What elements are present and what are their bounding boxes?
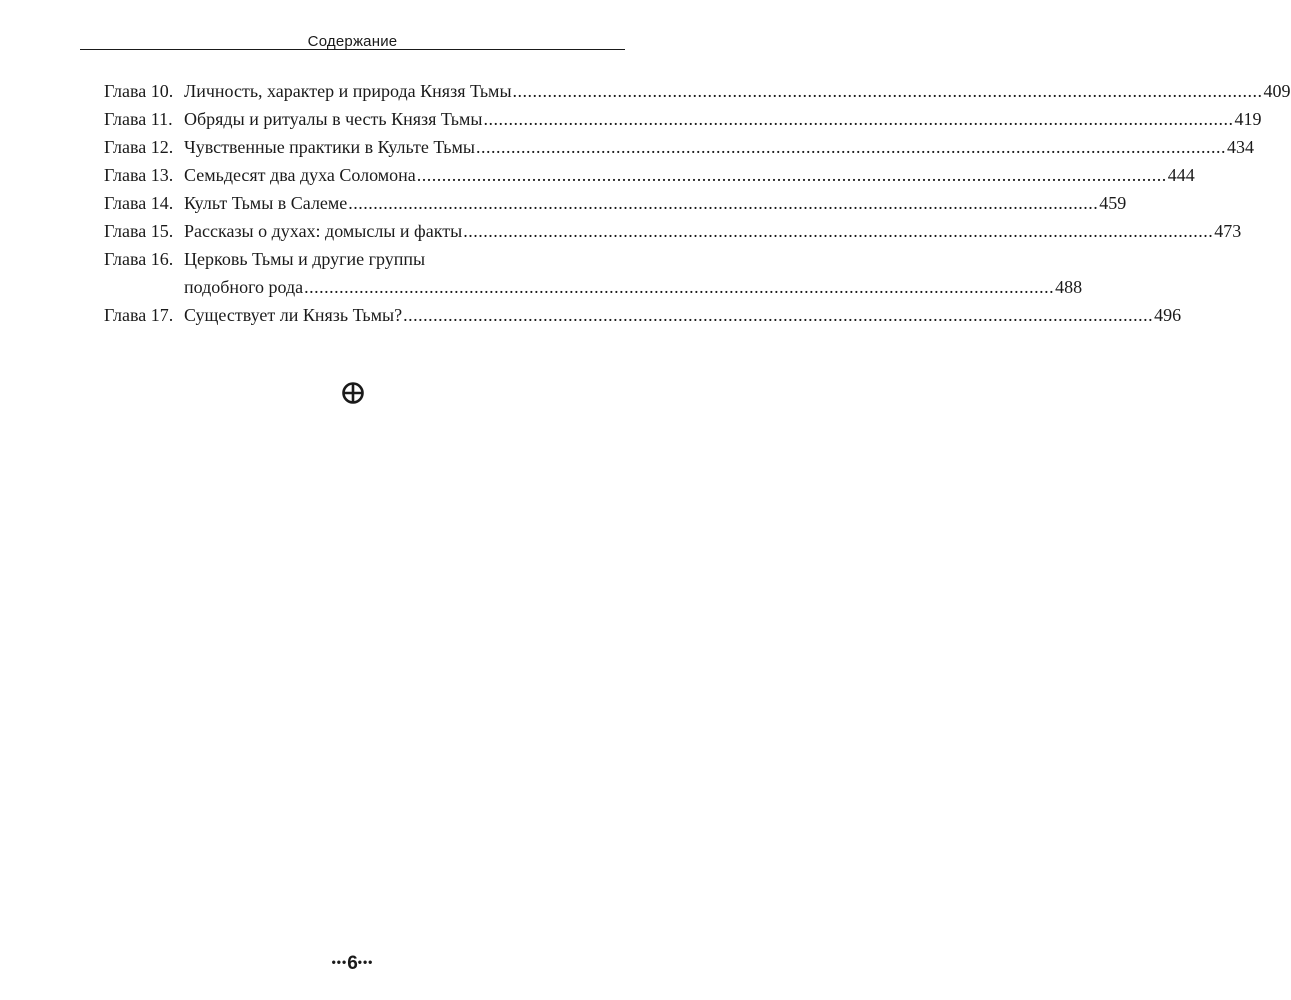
toc-entry-page: 459 bbox=[1099, 193, 1127, 213]
toc-entry-label: Глава 14. bbox=[104, 193, 174, 213]
folio-dots-right: ••• bbox=[357, 955, 374, 969]
toc-entry-title: Личность, характер и природа Князя Тьмы bbox=[184, 81, 512, 101]
toc-entry-label: Глава 15. bbox=[104, 221, 174, 241]
dot-leader bbox=[348, 189, 1098, 217]
toc-entry[interactable] bbox=[104, 301, 1182, 329]
toc-entry-page: 496 bbox=[1154, 305, 1182, 325]
toc-entry[interactable] bbox=[104, 77, 1291, 105]
toc-entry[interactable] bbox=[104, 105, 1262, 133]
toc-entry-page: 419 bbox=[1234, 109, 1262, 129]
circled-plus-icon bbox=[341, 381, 365, 405]
toc-entry-page: 409 bbox=[1263, 81, 1291, 101]
toc-entry-title: Рассказы о духах: домыслы и факты bbox=[184, 221, 463, 241]
dot-leader bbox=[304, 273, 1054, 301]
page-number-footer bbox=[0, 951, 705, 975]
toc-entry-page: 488 bbox=[1055, 277, 1083, 297]
folio-dots-left: ••• bbox=[331, 955, 348, 969]
toc-entry-label: Глава 10. bbox=[104, 81, 174, 101]
toc-entry-title: Культ Тьмы в Салеме bbox=[184, 193, 348, 213]
toc-entry-title: Семьдесят два духа Соломона bbox=[184, 165, 416, 185]
toc-entry[interactable] bbox=[104, 245, 1083, 301]
dot-leader bbox=[403, 301, 1153, 329]
toc-entry-label: Глава 16. bbox=[104, 249, 174, 269]
page-number: 6 bbox=[347, 953, 358, 974]
toc-entry-title: Церковь Тьмы и другие группы bbox=[184, 249, 426, 269]
dot-leader bbox=[463, 217, 1213, 245]
header-rule bbox=[80, 49, 625, 50]
toc-entry-page: 434 bbox=[1226, 137, 1254, 157]
toc-entry-line bbox=[104, 273, 1083, 301]
dot-leader bbox=[513, 77, 1263, 105]
toc-entry-title-continued: подобного рода bbox=[184, 277, 304, 297]
dot-leader bbox=[476, 133, 1226, 161]
toc-entry-label: Глава 12. bbox=[104, 137, 174, 157]
toc-entry[interactable] bbox=[104, 217, 1242, 245]
toc-entry[interactable] bbox=[104, 189, 1127, 217]
dot-leader bbox=[484, 105, 1234, 133]
toc-entry-title: Обряды и ритуалы в честь Князя Тьмы bbox=[184, 109, 483, 129]
running-head: Содержание bbox=[307, 33, 398, 50]
toc-entry-page: 473 bbox=[1214, 221, 1242, 241]
toc-entry-label: Глава 17. bbox=[104, 305, 174, 325]
toc-entry[interactable] bbox=[104, 133, 1254, 161]
dot-leader bbox=[417, 161, 1167, 189]
toc-entry[interactable] bbox=[104, 161, 1195, 189]
toc-entry-title: Чувственные практики в Культе Тьмы bbox=[184, 137, 475, 157]
toc-entry-label: Глава 13. bbox=[104, 165, 174, 185]
toc-entry-label: Глава 11. bbox=[104, 109, 173, 129]
toc-entry-line bbox=[104, 245, 612, 273]
toc-entry-title: Существует ли Князь Тьмы? bbox=[184, 305, 403, 325]
toc-entry-page: 444 bbox=[1167, 165, 1195, 185]
table-of-contents bbox=[104, 77, 1291, 329]
